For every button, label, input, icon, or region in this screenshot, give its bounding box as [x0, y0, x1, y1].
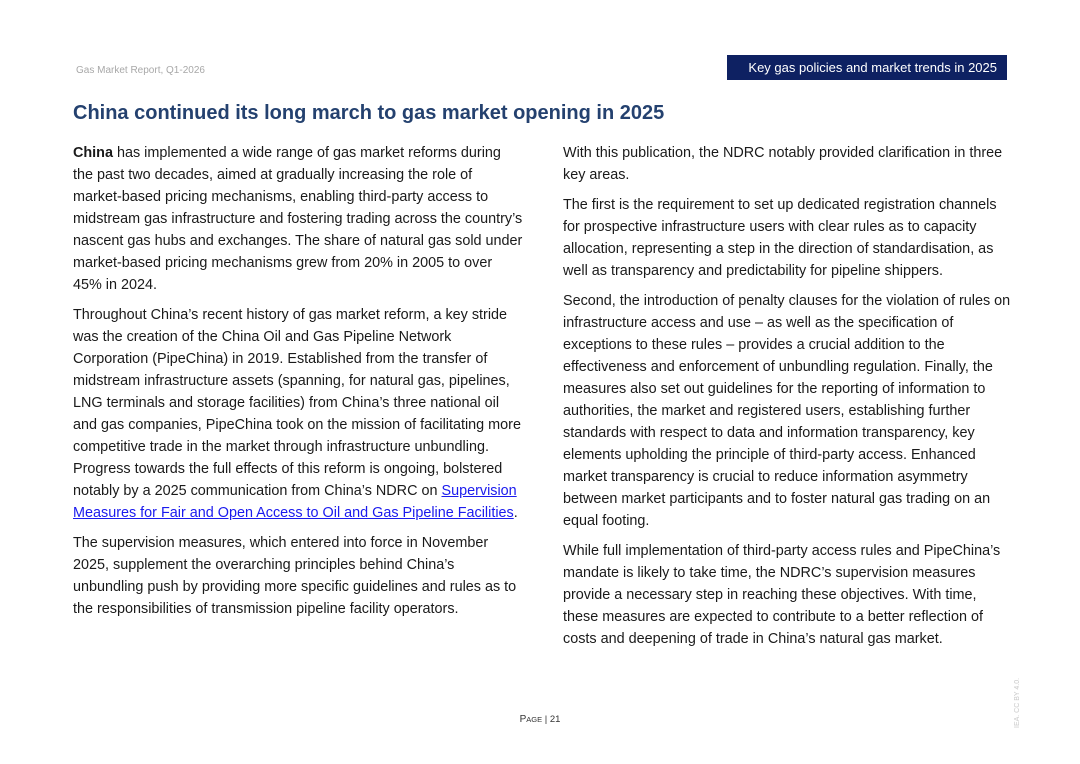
license-note: IEA. CC BY 4.0. [1014, 677, 1021, 728]
paragraph-text: has implemented a wide range of gas market reforms during the past two decades, aimed at gradually increasing the role of market-based pricing mechanisms, enabling third-party access to midstream gas infrastructure and fostering trading across the country’s nascent gas hubs and exchanges. The share of natural gas sold under market-based pricing mechanisms grew from 20% in 2005 to over 45% in 2024. [73, 145, 523, 293]
paragraph [73, 142, 523, 296]
bold-lead: China [73, 145, 113, 161]
page-separator: | [542, 714, 550, 725]
section-tag-label: Key gas policies and market trends in 2025 [748, 60, 997, 75]
paragraph: While full implementation of third-party access rules and PipeChina’s mandate is likely to take time, the NDRC’s supervision measures provide a necessary step in reaching these objectives. With time, these measures are expected to contribute to a better reflection of costs and deepening of trade in China’s natural gas market. [563, 543, 1001, 647]
paragraph-end: . [513, 505, 518, 521]
page-number: 21 [549, 714, 561, 725]
paragraph [73, 304, 523, 524]
page-label-initial: P [519, 714, 527, 725]
running-head: Gas Market Report, Q1-2026 [76, 65, 205, 76]
paragraph: Second, the introduction of penalty clauses for the violation of rules on infrastructure access and use – as well as the specification of exceptions to these rules – provides a crucial addition to the effectiveness and enforcement of unbundling regulation. Finally, the measures also set out guidelines for the reporting of information to authorities, the market and registered users, establishing further standards with respect to data and information transparency, key elements upholding the principle of third-party access. Enhanced market transparency is crucial to reduce information asymmetry between market participants and to foster natural gas trading on an equal footing. [563, 293, 1011, 529]
page-label-rest: AGE [526, 715, 543, 724]
paragraph: With this publication, the NDRC notably provided clarification in three key areas. [563, 145, 1003, 183]
section-tag [727, 55, 1007, 80]
page-title: China continued its long march to gas market opening in 2025 [73, 102, 665, 124]
supervision-measures-link[interactable]: Supervision Measures for Fair and Open Access to Oil and Gas Pipeline Facilities [73, 483, 517, 521]
page-footer [0, 714, 1080, 725]
paragraph: The supervision measures, which entered into force in November 2025, supplement the overarching principles behind China’s unbundling push by providing more specific guidelines and rules as to the responsibilities of transmission pipeline facility operators. [73, 535, 517, 617]
paragraph-text: Throughout China’s recent history of gas market reform, a key stride was the creation of the China Oil and Gas Pipeline Network Corporation (PipeChina) in 2019. Established from the transfer of midstream infrastructure assets (spanning, for natural gas, pipelines, LNG terminals and storage facilities) from China’s three national oil and gas companies, PipeChina took on the mission of facilitating more competitive trade in the market through infrastructure unbundling. Progress towards the full effects of this reform is ongoing, bolstered notably by a 2025 communication from China’s NDRC on [73, 307, 521, 499]
right-column [563, 142, 1015, 658]
left-column [73, 142, 523, 628]
paragraph: The first is the requirement to set up dedicated registration channels for prospective infrastructure users with clear rules as to capacity allocation, representing a step in the direction of standardisation, as well as transparency and predictability for pipeline shippers. [563, 197, 997, 279]
